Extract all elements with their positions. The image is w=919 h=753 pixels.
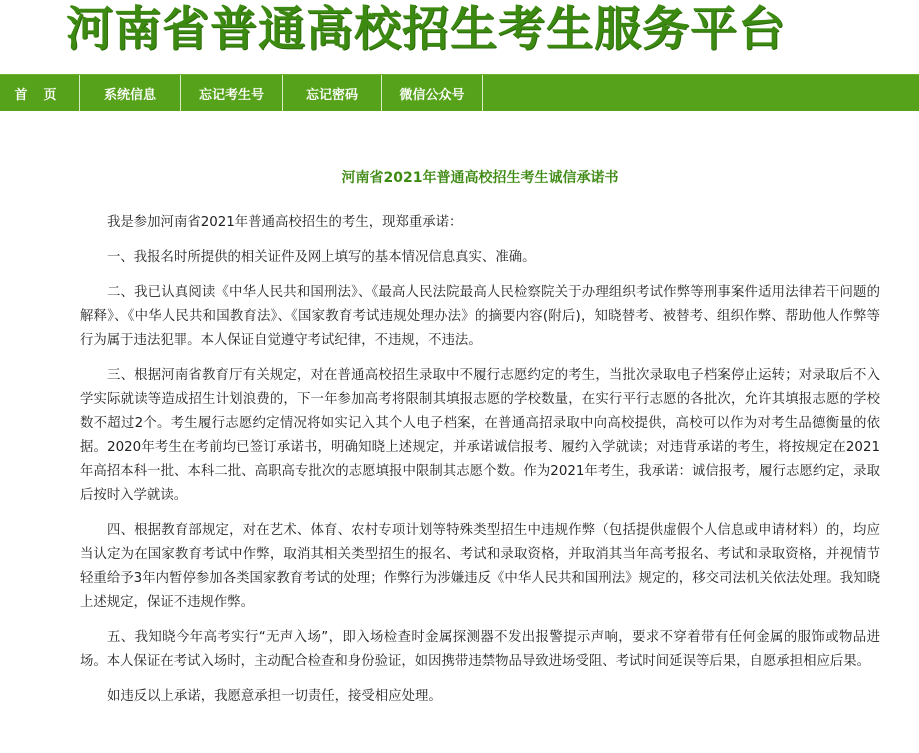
site-title: 河南省普通高校招生考生服务平台 — [66, 2, 786, 57]
paragraph-item-4: 四、根据教育部规定，对在艺术、体育、农村专项计划等特殊类型招生中违规作弊（包括提供虚假个人信息或申请材料）的，均应当认定为在国家教育考试中作弊，取消其相关类型招生的报名、考试和录取资格，并取消其当年高考报名、考试和录取资格，并视情节轻重给予3年内暂停参加各类国家教育考试的处理；作弊行为涉嫌违反《中华人民共和国刑法》规定的，移交司法机关依法处理。我知晓上述规定，保证不违规作弊。 — [80, 523, 880, 610]
paragraph-intro: 我是参加河南省2021年普通高校招生的考生，现郑重承诺： — [107, 215, 463, 230]
document-title: 河南省2021年普通高校招生考生诚信承诺书 — [341, 170, 619, 186]
paragraph-item-2: 二、我已认真阅读《中华人民共和国刑法》、《最高人民法院最高人民检察院关于办理组织考试作弊等刑事案件适用法律若干问题的解释》、《中华人民共和国教育法》、《国家教育考试违规处理办法》的摘要内容(附后)，知晓替考、被替考、组织作弊、帮助他人作弊等行为属于违法犯罪。本人保证自觉遵守考试纪律，不违规，不违法。 — [80, 285, 880, 348]
nav-item-wechat-account[interactable]: 微信公众号 — [382, 75, 483, 111]
site-header — [0, 0, 919, 74]
document-content — [0, 169, 880, 709]
paragraph-closing: 如违反以上承诺，我愿意承担一切责任，接受相应处理。 — [107, 689, 442, 704]
nav-item-system-info[interactable]: 系统信息 — [80, 75, 181, 111]
paragraph-item-1: 一、我报名时所提供的相关证件及网上填写的基本情况信息真实、准确。 — [107, 250, 536, 265]
paragraph-item-3: 三、根据河南省教育厅有关规定，对在普通高校招生录取中不履行志愿约定的考生，当批次录取电子档案停止运转；对录取后不入学实际就读等造成招生计划浪费的，下一年参加高考将限制其填报志愿的学校数量，在实行平行志愿的各批次，允许其填报志愿的学校数不超过2个。考生履行志愿约定情况将如实记入其个人电子档案，在普通高招录取中向高校提供，高校可以作为对考生品德衡量的依据。2020年考生在考前均已签订承诺书，明确知晓上述规定，并承诺诚信报考、履约入学就读；对违背承诺的考生，将按规定在2021年高招本科一批、本科二批、高职高专批次的志愿填报中限制其志愿个数。作为2021年考生，我承诺：诚信报考，履行志愿约定，录取后按时入学就读。 — [80, 368, 880, 503]
main-nav — [0, 74, 919, 111]
nav-item-forgot-password[interactable]: 忘记密码 — [283, 75, 382, 111]
paragraph-item-5: 五、我知晓今年高考实行“无声入场”，即入场检查时金属探测器不发出报警提示声响，要求不穿着带有任何金属的服饰或物品进场。本人保证在考试入场时，主动配合检查和身份验证，如因携带违禁物品导致进场受阻、考试时间延误等后果，自愿承担相应后果。 — [80, 630, 880, 669]
nav-item-home[interactable]: 首页 — [0, 75, 80, 111]
nav-item-forgot-candidate-number[interactable]: 忘记考生号 — [181, 75, 283, 111]
